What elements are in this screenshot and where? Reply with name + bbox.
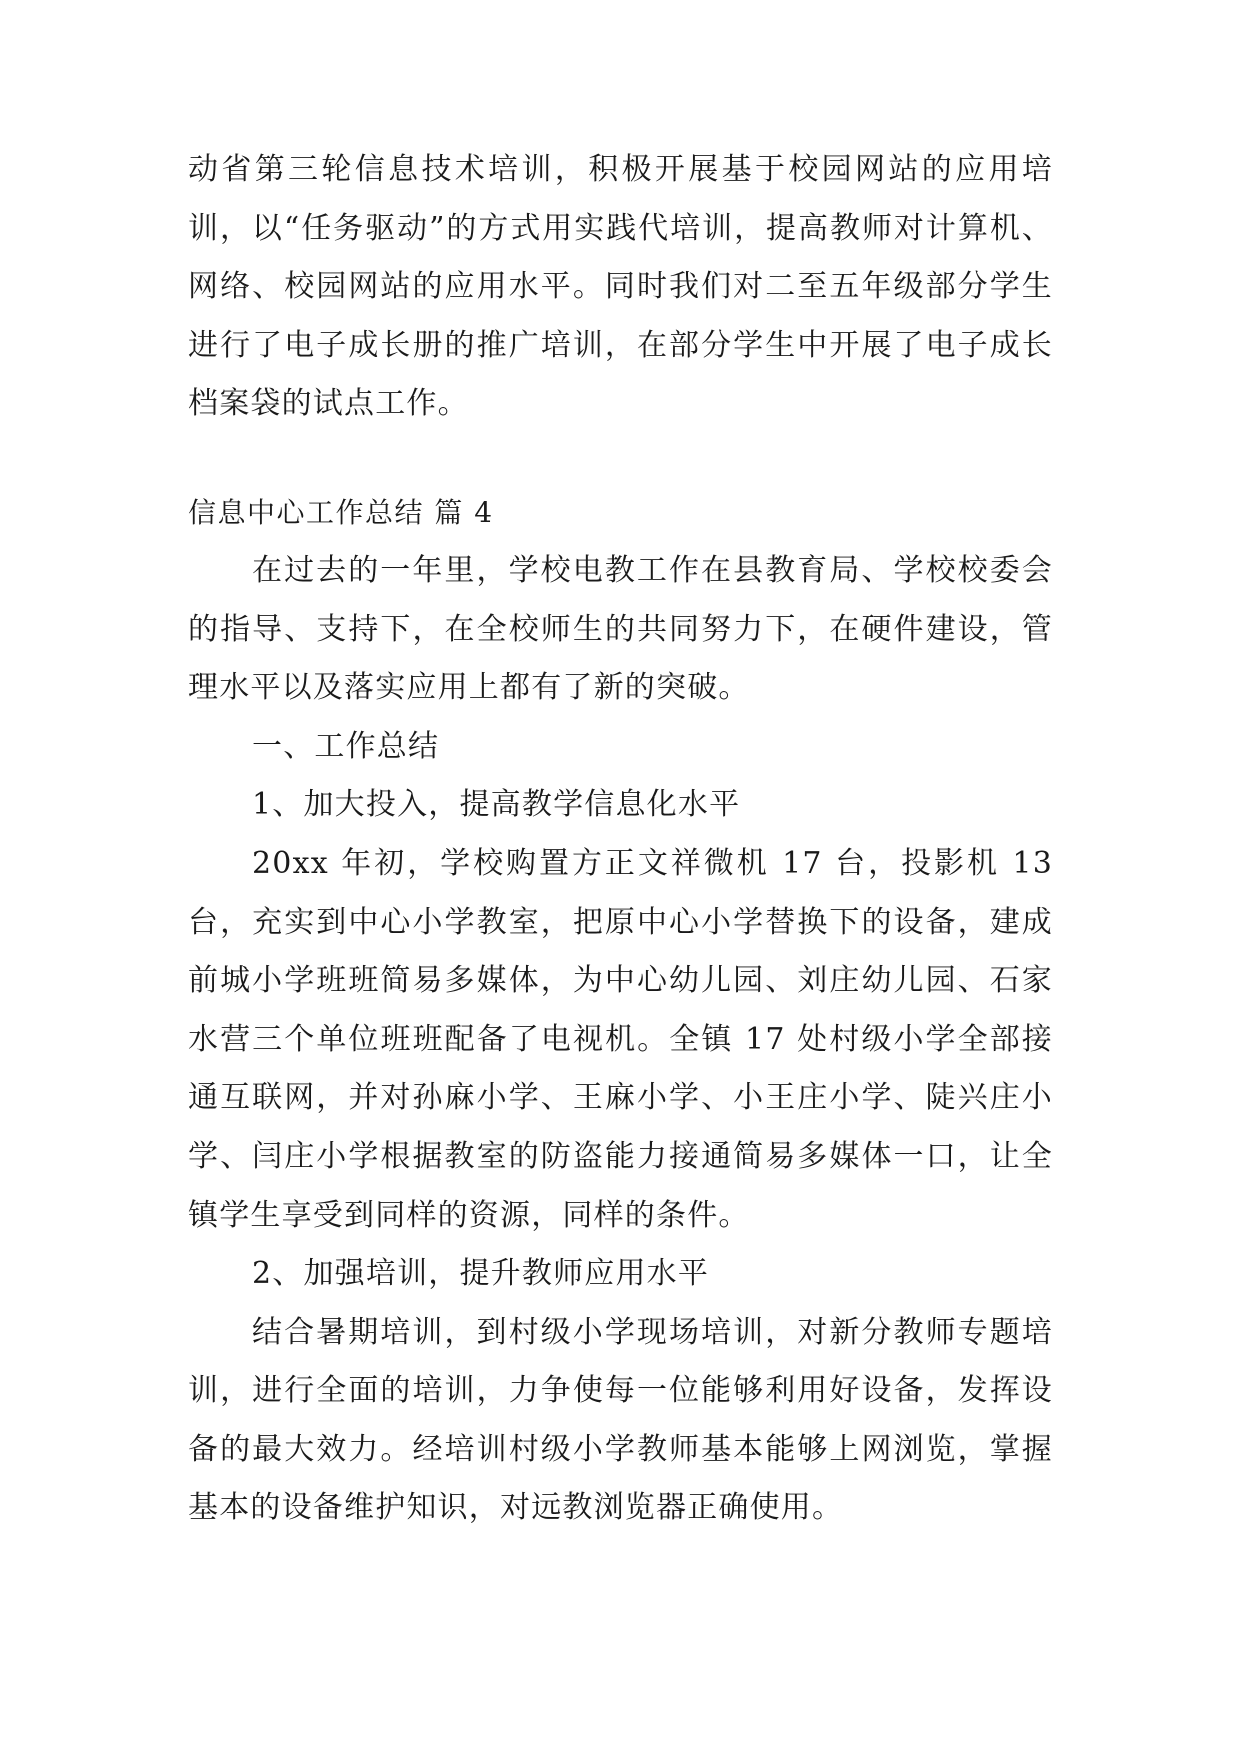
section-title: 信息中心工作总结 篇 4 xyxy=(188,495,494,529)
document-body xyxy=(188,141,1053,1538)
subheading-training: 2、加强培训，提升教师应用水平 xyxy=(252,1256,710,1292)
subheading-investment: 1、加大投入，提高教学信息化水平 xyxy=(252,787,741,823)
subheading-work-summary: 一、工作总结 xyxy=(252,728,440,764)
intro-paragraph: 动省第三轮信息技术培训，积极开展基于校园网站的应用培训，以“任务驱动”的方式用实践代培训，提高教师对计算机、网络、校园网站的应用水平。同时我们对二至五年级部分学生进行了电子成长册的推广培训，在部分学生中开展了电子成长档案袋的试点工作。 xyxy=(188,152,1053,422)
paragraph-equipment: 20xx 年初，学校购置方正文祥微机 17 台，投影机 13 台，充实到中心小学教室，把原中心小学替换下的设备，建成前城小学班班简易多媒体，为中心幼儿园、刘庄幼儿园、石家水营三个单位班班配备了电视机。全镇 17 处村级小学全部接通互联网，并对孙麻小学、王麻小学、小王庄小学、陡兴庄小学、闫庄小学根据教室的防盗能力接通简易多媒体一口，让全镇学生享受到同样的资源，同样的条件。 xyxy=(188,845,1053,1233)
paragraph-training: 结合暑期培训，到村级小学现场培训，对新分教师专题培训，进行全面的培训，力争使每一位能够利用好设备，发挥设备的最大效力。经培训村级小学教师基本能够上网浏览，掌握基本的设备维护知识，对远教浏览器正确使用。 xyxy=(188,1314,1053,1526)
paragraph-intro-year: 在过去的一年里，学校电教工作在县教育局、学校校委会的指导、支持下，在全校师生的共同努力下，在硬件建设，管理水平以及落实应用上都有了新的突破。 xyxy=(188,552,1053,706)
